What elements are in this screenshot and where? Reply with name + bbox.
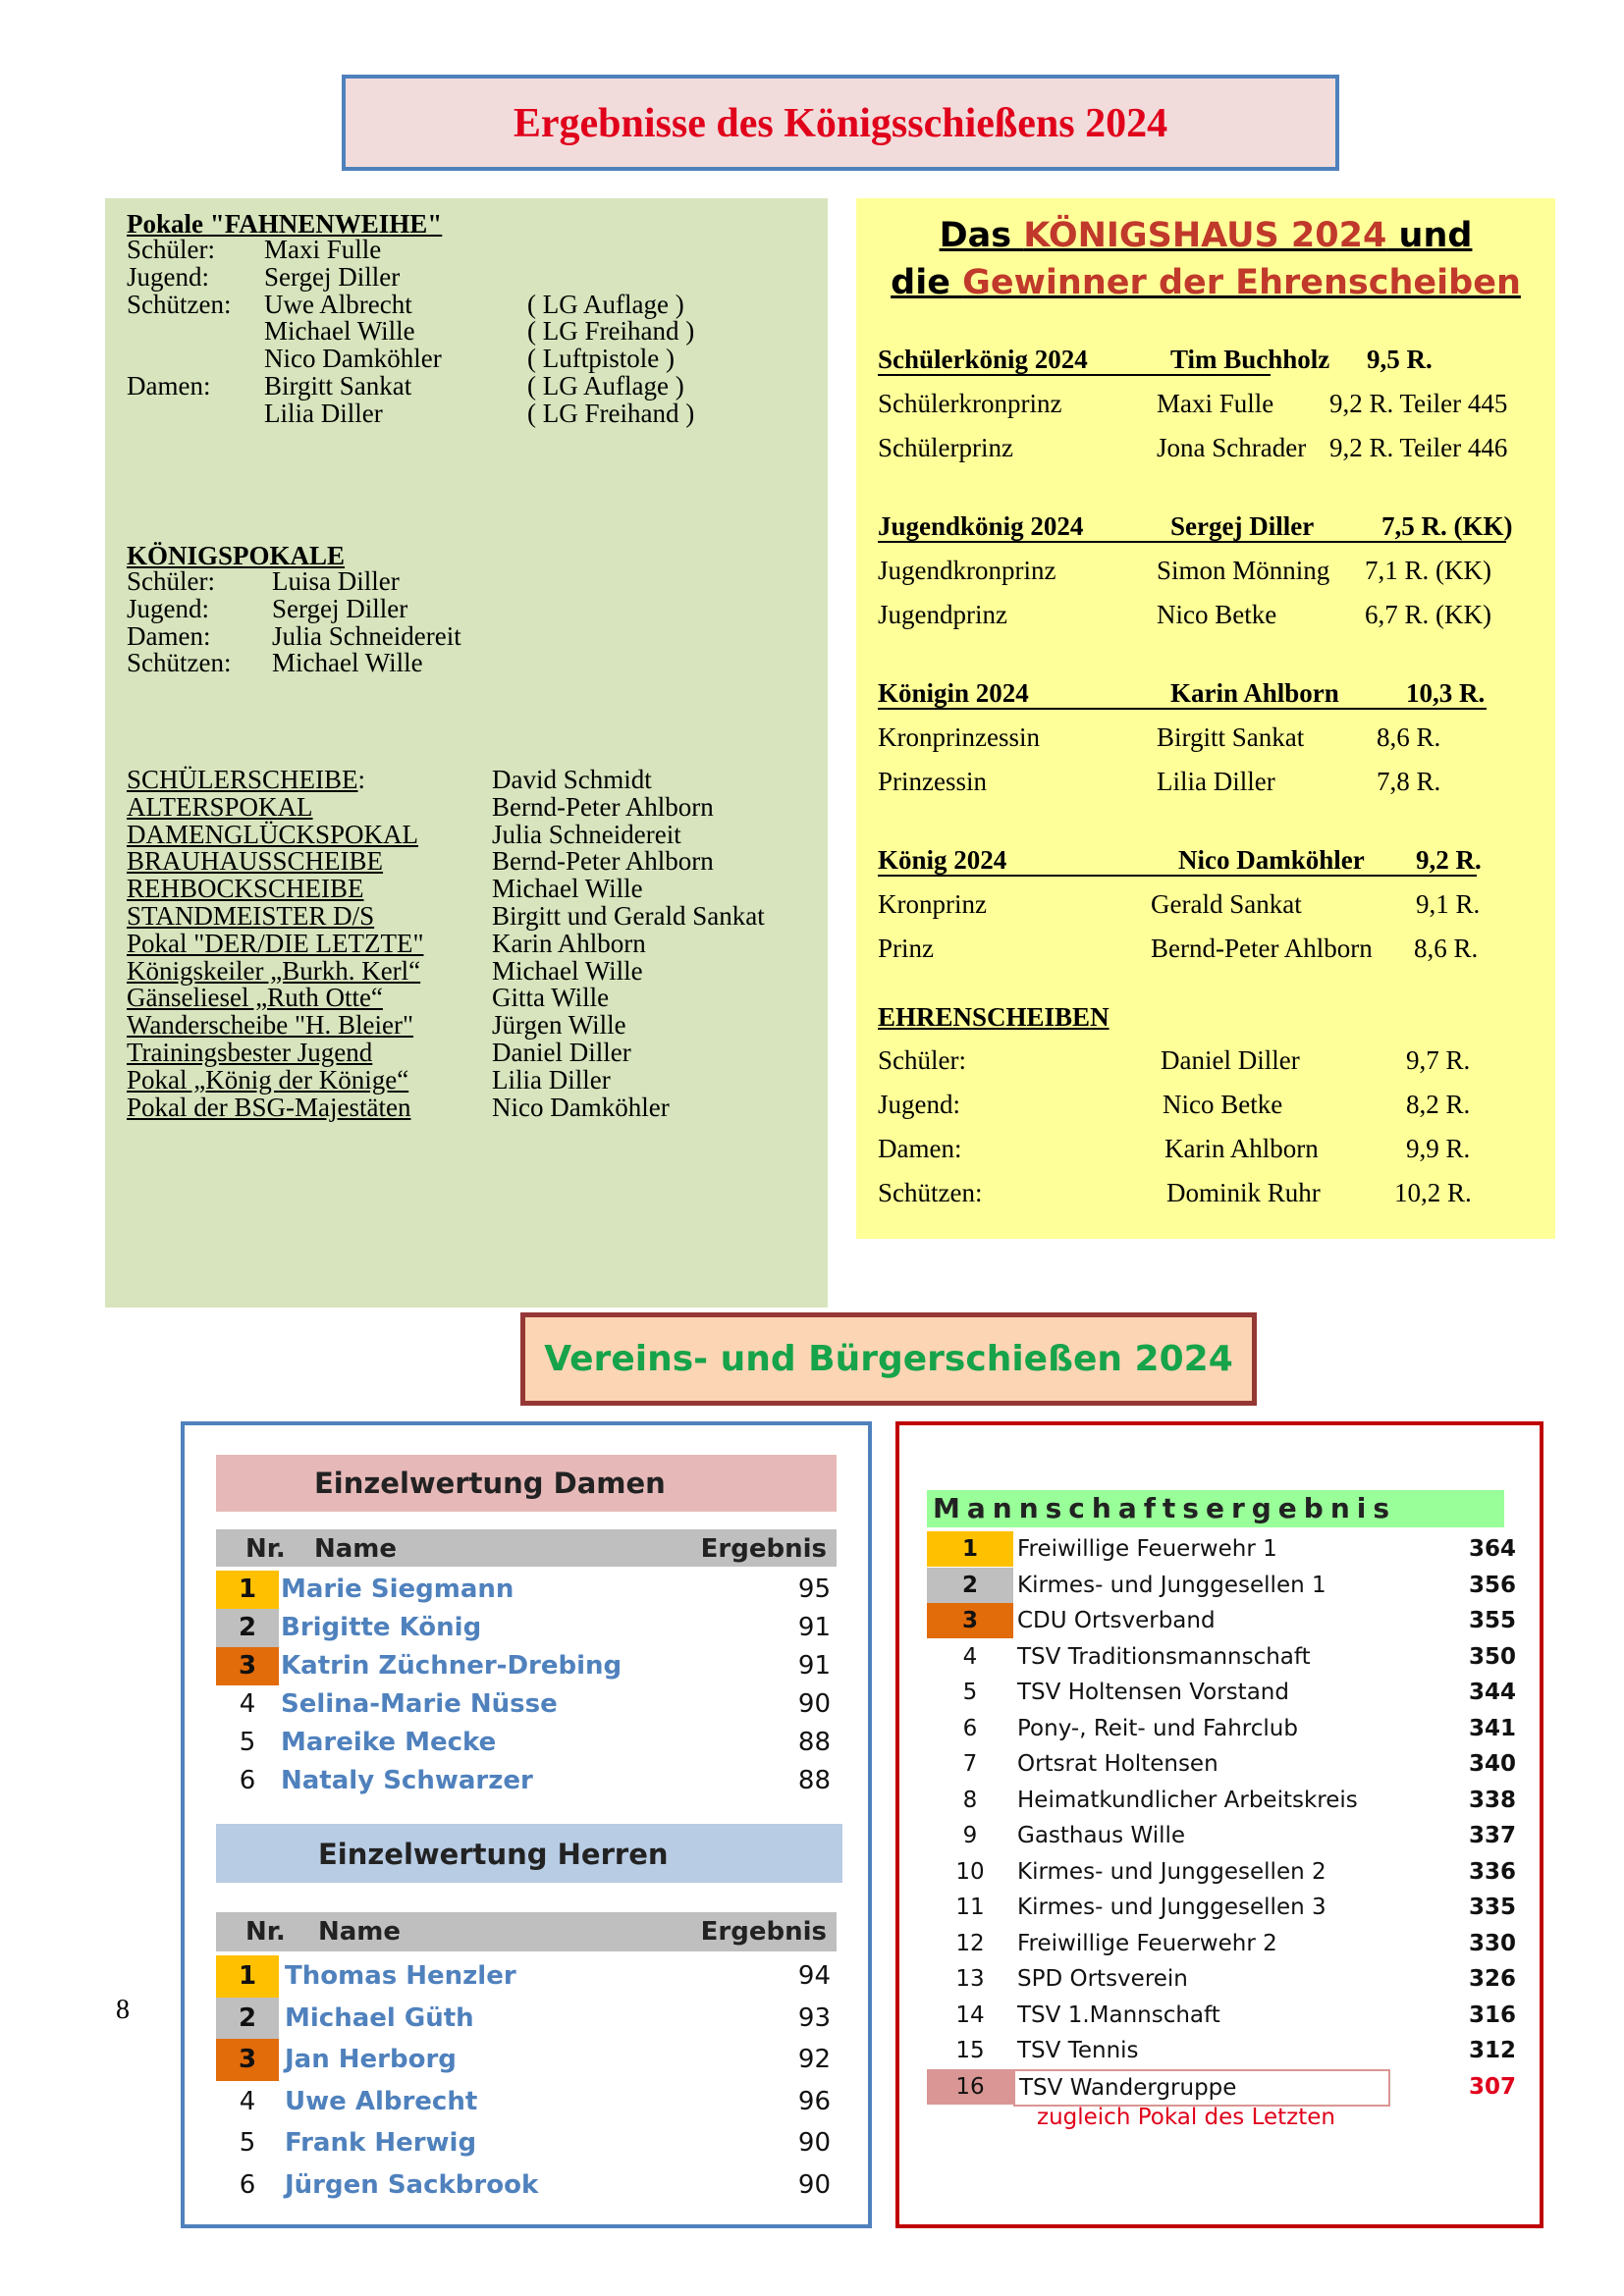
team-score: 356 [1468, 1572, 1516, 1598]
team-rank: 4 [962, 1643, 978, 1670]
team-name: SPD Ortsverein [1017, 1966, 1188, 1992]
participant-name: Jan Herborg [285, 2045, 457, 2074]
col-result: Ergebnis [700, 1917, 827, 1947]
pokale-name: Nico Damköhler [264, 344, 442, 374]
col-nr: Nr. [245, 1917, 286, 1947]
pokale-note: ( Luftpistole ) [527, 344, 675, 374]
rank-number: 6 [239, 1766, 256, 1795]
group-head-underline [878, 541, 1506, 543]
ehren-name: Daniel Diller [1161, 1045, 1300, 1075]
group-head-title: Schülerkönig 2024 [878, 345, 1088, 374]
koenigspokale-title: KÖNIGSPOKALE [127, 541, 346, 570]
damen-row [216, 1609, 837, 1647]
group-head-result: 7,5 R. (KK) [1381, 511, 1513, 541]
participant-name: Uwe Albrecht [285, 2086, 478, 2116]
team-name: Freiwillige Feuerwehr 1 [1017, 1536, 1277, 1562]
team-row [927, 1818, 1516, 1853]
score: 95 [797, 1575, 831, 1604]
pokale-name: Lilia Diller [264, 398, 383, 428]
mannschaft-title-band [927, 1490, 1504, 1527]
team-rank: 7 [962, 1751, 978, 1777]
group-row-title: Prinzessin [878, 767, 987, 796]
ehren-category: Damen: [878, 1134, 962, 1163]
team-name: Heimatkundlicher Arbeitskreis [1017, 1787, 1358, 1813]
score: 88 [797, 1766, 831, 1795]
rank-number: 6 [239, 2169, 256, 2200]
team-rank: 9 [962, 1823, 978, 1848]
award-title-text: BRAUHAUSSCHEIBE [127, 846, 384, 877]
team-rank: 10 [955, 1858, 985, 1885]
koenigspokal-name: Michael Wille [272, 648, 423, 678]
team-name: Pony-, Reit- und Fahrclub [1017, 1715, 1298, 1741]
team-rank: 8 [962, 1787, 978, 1813]
team-name: TSV Traditionsmannschaft [1017, 1643, 1311, 1670]
col-name: Name [318, 1917, 402, 1947]
score: 90 [797, 1689, 831, 1719]
koenigspokal-name: Luisa Diller [272, 566, 400, 596]
group-row-name: Nico Betke [1157, 600, 1277, 629]
ehrenscheiben-title: EHRENSCHEIBEN [878, 1002, 1110, 1032]
award-title-text: Wanderscheibe "H. Bleier" [127, 1010, 414, 1041]
score: 93 [797, 2002, 831, 2033]
team-row [927, 1675, 1516, 1710]
einzelwertung-box [181, 1421, 872, 2228]
mannschaft-box [895, 1421, 1543, 2228]
koenigshaus-title-line2: die Gewinner der Ehrenscheiben [891, 263, 1521, 302]
ehren-name: Dominik Ruhr [1166, 1178, 1321, 1207]
award-winner: Birgitt und Gerald Sankat [492, 901, 765, 931]
page-number: 8 [116, 1995, 130, 2025]
award-winner: Gitta Wille [492, 983, 610, 1013]
team-rank: 14 [955, 2002, 985, 2028]
pokale-note: ( LG Freihand ) [527, 316, 695, 347]
group-head-underline [878, 875, 1477, 877]
team-name: TSV 1.Mannschaft [1017, 2002, 1220, 2028]
pokale-note: ( LG Auflage ) [527, 371, 684, 400]
vereins-title: Vereins- und Bürgerschießen 2024 [544, 1339, 1233, 1379]
team-rank: 15 [955, 2038, 985, 2063]
pokale-category: Damen: [127, 371, 211, 400]
award-title-suffix: : [357, 765, 366, 794]
team-name: Gasthaus Wille [1017, 1823, 1186, 1848]
koenigspokal-category: Damen: [127, 620, 211, 651]
award-title-text: Königskeiler „Burkh. Kerl“ [127, 955, 421, 986]
pokale-name: Michael Wille [264, 316, 415, 347]
participant-name: Brigitte König [281, 1613, 482, 1642]
team-name: TSV Wandergruppe [1013, 2069, 1390, 2107]
rank-number: 3 [216, 2039, 279, 2081]
group-row-result: 9,2 R. Teiler 445 [1329, 389, 1508, 418]
ehren-category: Schüler: [878, 1045, 966, 1075]
pokale-category: Schüler: [127, 235, 215, 264]
group-row-title: Prinz [878, 934, 934, 963]
team-row [927, 1890, 1516, 1925]
vereins-title-box [520, 1312, 1257, 1406]
group-head-title: Königin 2024 [878, 678, 1029, 708]
ehren-name: Karin Ahlborn [1164, 1134, 1319, 1163]
team-row [927, 1746, 1516, 1782]
group-row-name: Bernd-Peter Ahlborn [1151, 934, 1373, 963]
group-head-result: 9,5 R. [1367, 345, 1433, 374]
award-title-text: Pokal der BSG-Majestäten [127, 1092, 411, 1122]
team-name: TSV Holtensen Vorstand [1017, 1680, 1289, 1705]
damen-title: Einzelwertung Damen [314, 1467, 666, 1500]
herren-title-band [216, 1824, 842, 1883]
group-head-title: König 2024 [878, 845, 1007, 875]
award-title-text: ALTERSPOKAL [127, 791, 313, 822]
ehren-result: 9,9 R. [1406, 1134, 1471, 1163]
team-rank: 2 [927, 1568, 1013, 1603]
rank-number: 5 [239, 2128, 256, 2158]
trophy-panel [105, 198, 828, 1308]
participant-name: Jürgen Sackbrook [285, 2169, 539, 2200]
team-name: Freiwillige Feuerwehr 2 [1017, 1930, 1277, 1956]
team-row [927, 1961, 1516, 1997]
col-nr: Nr. [245, 1534, 286, 1564]
team-score: 316 [1468, 2002, 1516, 2028]
herren-row [216, 2081, 837, 2123]
group-head-name: Nico Damköhler [1178, 845, 1365, 875]
koenigshaus-title-line1: Das KÖNIGSHAUS 2024 und [939, 216, 1473, 255]
team-row [927, 2069, 1516, 2105]
participant-name: Michael Güth [285, 2002, 474, 2033]
award-title-text: SCHÜLERSCHEIBE [127, 765, 358, 794]
mannschaft-note: zugleich Pokal des Letzten [1037, 2105, 1335, 2130]
rank-number: 2 [216, 1998, 279, 2040]
team-score: 350 [1468, 1643, 1516, 1670]
group-row-result: 7,8 R. [1377, 767, 1441, 796]
group-row-result: 9,1 R. [1416, 889, 1481, 919]
participant-name: Thomas Henzler [285, 1961, 516, 1991]
rank-number: 4 [239, 1689, 256, 1719]
team-score: 340 [1468, 1751, 1516, 1777]
koenigshaus-panel [856, 198, 1555, 1239]
group-row-result: 8,6 R. [1414, 934, 1479, 963]
score: 90 [797, 2128, 831, 2158]
group-head-name: Karin Ahlborn [1170, 678, 1339, 708]
group-row-result: 6,7 R. (KK) [1365, 600, 1491, 629]
award-winner: Bernd-Peter Ahlborn [492, 846, 714, 877]
participant-name: Katrin Züchner-Drebing [281, 1651, 623, 1681]
rank-number: 4 [239, 2086, 256, 2116]
group-row-title: Kronprinzessin [878, 722, 1040, 752]
damen-header [216, 1529, 837, 1567]
award-winner: Michael Wille [492, 874, 643, 904]
award-winner: Lilia Diller [492, 1064, 611, 1095]
score: 88 [797, 1728, 831, 1757]
koenigspokal-category: Jugend: [127, 593, 209, 623]
col-result: Ergebnis [700, 1534, 827, 1564]
group-row-name: Lilia Diller [1157, 767, 1275, 796]
team-score: 364 [1468, 1536, 1516, 1562]
pokale-note: ( LG Auflage ) [527, 289, 684, 319]
group-row-title: Jugendprinz [878, 600, 1007, 629]
team-rank: 1 [927, 1531, 1013, 1567]
team-row [927, 1531, 1516, 1567]
col-name: Name [314, 1534, 398, 1564]
pokale-category: Schützen: [127, 289, 232, 319]
group-head-result: 10,3 R. [1406, 678, 1486, 708]
page-title-box [342, 75, 1339, 171]
team-score: 335 [1468, 1895, 1516, 1920]
ehren-result: 8,2 R. [1406, 1090, 1471, 1119]
group-row-name: Maxi Fulle [1157, 389, 1274, 418]
team-name: CDU Ortsverband [1017, 1608, 1216, 1633]
team-rank: 3 [927, 1603, 1013, 1638]
team-rank: 11 [955, 1895, 985, 1920]
participant-name: Marie Siegmann [281, 1575, 514, 1604]
award-title-text: Pokal "DER/DIE LETZTE" [127, 928, 424, 958]
rank-number: 5 [239, 1728, 256, 1757]
herren-title: Einzelwertung Herren [318, 1838, 669, 1871]
team-row [927, 1998, 1516, 2033]
ehren-result: 9,7 R. [1406, 1045, 1471, 1075]
team-row [927, 1926, 1516, 1961]
group-row-name: Jona Schrader [1157, 433, 1307, 462]
score: 91 [797, 1651, 831, 1681]
group-row-title: Jugendkronprinz [878, 556, 1056, 585]
award-title [127, 1092, 410, 1123]
award-winner: Michael Wille [492, 955, 643, 986]
koenigspokal-category: Schüler: [127, 566, 215, 596]
pokale-title: Pokale "FAHNENWEIHE" [127, 209, 443, 239]
group-row-result: 7,1 R. (KK) [1365, 556, 1491, 585]
group-row-name: Simon Mönning [1157, 556, 1330, 585]
team-score: 336 [1468, 1858, 1516, 1885]
award-title-text: Trainingsbester Jugend [127, 1038, 373, 1067]
award-winner: Julia Schneidereit [492, 819, 681, 849]
participant-name: Mareike Mecke [281, 1728, 497, 1757]
pokale-note: ( LG Freihand ) [527, 398, 695, 428]
team-rank: 16 [927, 2069, 1013, 2105]
award-winner: Karin Ahlborn [492, 928, 646, 958]
score: 90 [797, 2169, 831, 2200]
koenigspokal-name: Julia Schneidereit [272, 620, 461, 651]
award-title-text: REHBOCKSCHEIBE [127, 874, 364, 904]
koenigspokal-name: Sergej Diller [272, 593, 408, 623]
team-name: Kirmes- und Junggesellen 1 [1017, 1572, 1326, 1598]
group-row-result: 9,2 R. Teiler 446 [1329, 433, 1508, 462]
team-name: Kirmes- und Junggesellen 2 [1017, 1858, 1326, 1885]
mannschaft-title: Mannschaftsergebnis [933, 1492, 1397, 1524]
team-name: Kirmes- und Junggesellen 3 [1017, 1895, 1326, 1920]
ehren-category: Schützen: [878, 1178, 983, 1207]
award-winner: Jürgen Wille [492, 1010, 626, 1041]
score: 96 [797, 2086, 831, 2116]
pokale-name: Maxi Fulle [264, 235, 382, 264]
damen-row [216, 1762, 837, 1800]
award-title-text: Gänseliesel „Ruth Otte“ [127, 983, 383, 1013]
damen-row [216, 1685, 837, 1724]
pokale-name: Birgitt Sankat [264, 371, 412, 400]
damen-row [216, 1724, 837, 1762]
award-winner: Daniel Diller [492, 1038, 631, 1067]
score: 91 [797, 1613, 831, 1642]
participant-name: Frank Herwig [285, 2128, 477, 2158]
team-row [927, 1854, 1516, 1890]
rank-number: 1 [216, 1571, 279, 1609]
award-title-text: Pokal „König der Könige“ [127, 1064, 409, 1095]
damen-title-band [216, 1455, 837, 1512]
award-winner: Nico Damköhler [492, 1092, 670, 1122]
group-row-title: Kronprinz [878, 889, 987, 919]
damen-row [216, 1647, 837, 1685]
page-title: Ergebnisse des Königsschießens 2024 [513, 101, 1168, 146]
team-rank: 12 [955, 1930, 985, 1956]
herren-header [216, 1912, 837, 1951]
team-score: 341 [1468, 1715, 1516, 1741]
team-score: 337 [1468, 1823, 1516, 1848]
herren-row [216, 2164, 837, 2207]
group-head-result: 9,2 R. [1416, 845, 1482, 875]
participant-name: Nataly Schwarzer [281, 1766, 533, 1795]
award-title-text: STANDMEISTER D/S [127, 901, 375, 931]
team-row [927, 1603, 1516, 1638]
group-head-name: Tim Buchholz [1170, 345, 1330, 374]
team-row [927, 1639, 1516, 1675]
team-score: 338 [1468, 1787, 1516, 1813]
team-score: 344 [1468, 1680, 1516, 1705]
group-row-result: 8,6 R. [1377, 722, 1441, 752]
herren-row [216, 2039, 837, 2081]
team-score: 312 [1468, 2038, 1516, 2063]
team-score: 326 [1468, 1966, 1516, 1992]
group-row-title: Schülerprinz [878, 433, 1013, 462]
pokale-category: Jugend: [127, 261, 209, 292]
award-winner: David Schmidt [492, 765, 652, 794]
rank-number: 3 [216, 1647, 279, 1685]
team-name: Ortsrat Holtensen [1017, 1751, 1218, 1777]
award-winner: Bernd-Peter Ahlborn [492, 791, 714, 822]
team-score: 330 [1468, 1930, 1516, 1956]
team-name: TSV Tennis [1017, 2038, 1139, 2063]
group-row-title: Schülerkronprinz [878, 389, 1062, 418]
koenigspokal-category: Schützen: [127, 648, 232, 678]
team-row [927, 2033, 1516, 2068]
team-rank: 5 [962, 1680, 978, 1705]
group-head-name: Sergej Diller [1170, 511, 1315, 541]
rank-number: 2 [216, 1609, 279, 1647]
herren-row [216, 1998, 837, 2040]
group-head-underline [878, 374, 1271, 376]
group-head-title: Jugendkönig 2024 [878, 511, 1084, 541]
team-row [927, 1711, 1516, 1746]
herren-row [216, 1955, 837, 1998]
team-row [927, 1783, 1516, 1818]
ehren-name: Nico Betke [1163, 1090, 1283, 1119]
team-rank: 6 [962, 1715, 978, 1741]
team-rank: 13 [955, 1966, 985, 1992]
team-row [927, 1568, 1516, 1603]
group-row-name: Gerald Sankat [1151, 889, 1302, 919]
group-head-underline [878, 708, 1487, 710]
team-score: 355 [1468, 1608, 1516, 1633]
score: 94 [797, 1961, 831, 1991]
pokale-name: Sergej Diller [264, 261, 401, 292]
award-title-text: DAMENGLÜCKSPOKAL [127, 819, 419, 849]
ehren-category: Jugend: [878, 1090, 960, 1119]
damen-row [216, 1571, 837, 1609]
pokale-name: Uwe Albrecht [264, 289, 412, 319]
rank-number: 1 [216, 1955, 279, 1998]
ehren-result: 10,2 R. [1394, 1178, 1472, 1207]
participant-name: Selina-Marie Nüsse [281, 1689, 558, 1719]
score: 92 [797, 2045, 831, 2074]
group-row-name: Birgitt Sankat [1157, 722, 1305, 752]
herren-row [216, 2122, 837, 2164]
team-score: 307 [1468, 2073, 1516, 2100]
